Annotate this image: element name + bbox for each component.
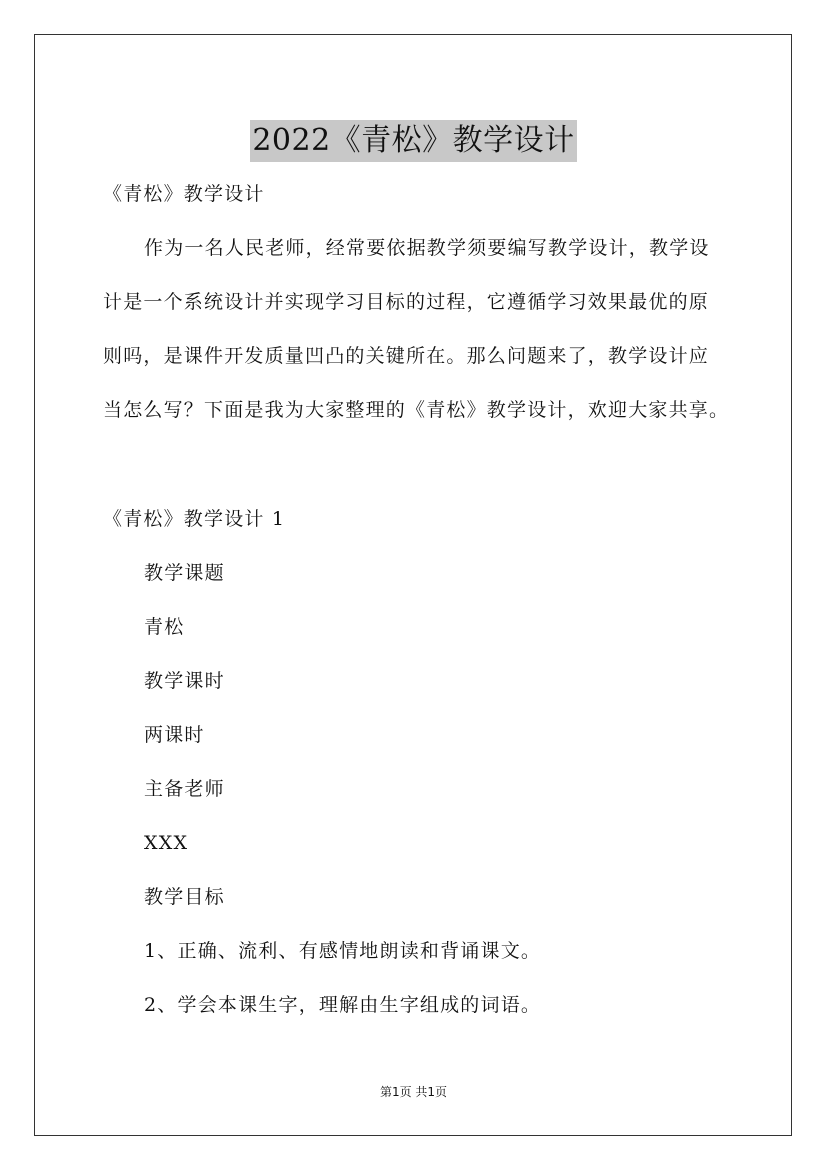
page-footer: 第1页 共1页 — [379, 1085, 448, 1099]
item-objective-2: 2、学会本课生字，理解由生字组成的词语。 — [144, 994, 542, 1016]
section-heading: 《青松》教学设计 1 — [103, 508, 286, 530]
item-objective-1: 1、正确、流利、有感情地朗读和背诵课文。 — [144, 940, 542, 962]
item-lesson-hours-label: 教学课时 — [144, 670, 225, 692]
intro-line-2: 计是一个系统设计并实现学习目标的过程，它遵循学习效果最优的原 — [103, 291, 710, 313]
document-title: 2022《青松》教学设计 — [250, 120, 576, 162]
item-lesson-topic-label: 教学课题 — [144, 562, 225, 584]
item-teacher-label: 主备老师 — [144, 778, 225, 800]
subtitle: 《青松》教学设计 — [103, 183, 265, 205]
intro-line-4: 当怎么写？下面是我为大家整理的《青松》教学设计，欢迎大家共享。 — [103, 399, 730, 421]
title-container — [0, 100, 827, 182]
item-teacher-value: XXX — [144, 832, 189, 854]
item-objectives-label: 教学目标 — [144, 886, 225, 908]
intro-line-1: 作为一名人民老师，经常要依据教学须要编写教学设计，教学设 — [144, 237, 710, 259]
intro-line-3: 则吗，是课件开发质量凹凸的关键所在。那么问题来了，教学设计应 — [103, 345, 710, 367]
item-lesson-topic-value: 青松 — [144, 616, 185, 638]
item-lesson-hours-value: 两课时 — [144, 724, 205, 746]
